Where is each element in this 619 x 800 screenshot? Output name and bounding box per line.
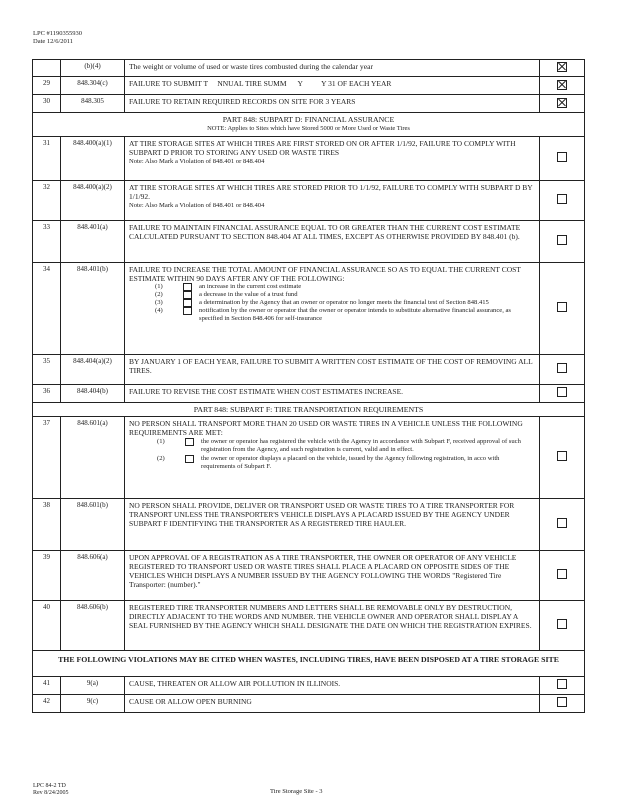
table-row bbox=[33, 694, 585, 712]
page-label: Tire Storage Site - 3 bbox=[270, 788, 323, 795]
row-number: 33 bbox=[33, 220, 61, 262]
section-ref: 848.305 bbox=[61, 95, 125, 113]
violation-text: FAILURE TO MAINTAIN FINANCIAL ASSURANCE EQUAL TO OR GREATER THAN THE CURRENT COST ESTIMATE CALCULATED PURSUANT TO SECTION 848.404 AT ALL TIMES, EXCEPT AS OTHERWISE PROVIDED BY 848.401 (b). bbox=[125, 220, 540, 262]
checkbox-cell[interactable] bbox=[540, 498, 585, 550]
form-number: LPC 84-2 TD bbox=[33, 783, 66, 789]
table-row bbox=[33, 498, 585, 550]
sub-item: (1) an increase in the current cost estimate bbox=[155, 283, 302, 291]
checkbox-cell[interactable] bbox=[540, 550, 585, 600]
checked-box-icon[interactable] bbox=[557, 98, 567, 108]
sub-checkbox-icon[interactable] bbox=[185, 438, 194, 446]
section-header-row bbox=[33, 650, 585, 676]
section-ref: 9(c) bbox=[61, 694, 125, 712]
checkbox-icon[interactable] bbox=[557, 363, 567, 373]
checkbox-icon[interactable] bbox=[557, 302, 567, 312]
footer-form-id bbox=[33, 783, 69, 797]
row-number: 42 bbox=[33, 694, 61, 712]
violation-text: REGISTERED TIRE TRANSPORTER NUMBERS AND LETTERS SHALL BE REMOVABLE ONLY BY DESTRUCTION, DIRECTLY ADJACENT TO THE WORDS AND NUMBER. THE VEHICLE OWNER AND OPERATOR SHALL DISPLAY A SEAL FURNISHED BY THE AGENCY WHICH SHALL DESIGNATE THE DATE ON WHICH THE REGISTRATION EXPIRES. bbox=[125, 600, 540, 650]
table-row bbox=[33, 416, 585, 498]
checkbox-icon[interactable] bbox=[557, 569, 567, 579]
row-number: 37 bbox=[33, 416, 61, 498]
table-row bbox=[33, 60, 585, 77]
violation-text: FAILURE TO RETAIN REQUIRED RECORDS ON SITE FOR 3 YEARS bbox=[125, 95, 540, 113]
table-row bbox=[33, 384, 585, 402]
checkbox-icon[interactable] bbox=[557, 518, 567, 528]
section-ref: 848.404(a)(2) bbox=[61, 354, 125, 384]
checkbox-icon[interactable] bbox=[557, 697, 567, 707]
checkbox-cell[interactable] bbox=[540, 180, 585, 220]
checkbox-cell[interactable] bbox=[540, 77, 585, 95]
section-header-row bbox=[33, 402, 585, 416]
row-number: 38 bbox=[33, 498, 61, 550]
section-header-row bbox=[33, 113, 585, 136]
section-ref: 848.401(a) bbox=[61, 220, 125, 262]
section-ref: 848.601(a) bbox=[61, 416, 125, 498]
sub-item: (4) notification by the owner or operator that the owner or operator intends to substitute alternative financial assurance, as specified in Section 848.406 for self-insurance bbox=[155, 307, 511, 323]
checkbox-icon[interactable] bbox=[557, 152, 567, 162]
checkbox-cell[interactable] bbox=[540, 384, 585, 402]
section-ref: 848.400(a)(1) bbox=[61, 136, 125, 180]
row-number: 29 bbox=[33, 77, 61, 95]
row-number: 32 bbox=[33, 180, 61, 220]
violation-cell bbox=[125, 136, 540, 180]
row-number: 35 bbox=[33, 354, 61, 384]
checkbox-icon[interactable] bbox=[557, 194, 567, 204]
sub-checkbox-icon[interactable] bbox=[183, 283, 192, 291]
section-ref: 848.601(b) bbox=[61, 498, 125, 550]
part-d-note: NOTE: Applies to Sites which have Stored 5000 or More Used or Waste Tires bbox=[207, 125, 410, 133]
sub-checkbox-icon[interactable] bbox=[183, 307, 192, 315]
checkbox-cell[interactable] bbox=[540, 416, 585, 498]
violation-text: FAILURE TO SUBMIT T NNUAL TIRE SUMM Y Y 31 OF EACH YEAR bbox=[125, 77, 540, 95]
table-row bbox=[33, 77, 585, 95]
violation-cell bbox=[125, 416, 540, 498]
table-row bbox=[33, 676, 585, 694]
checkbox-cell[interactable] bbox=[540, 136, 585, 180]
sub-item: (1) the owner or operator has registered the vehicle with the Agency in accordance with Subpart F, received approval of such registration from the Agency, and such registration is current, valid and in effect. bbox=[157, 438, 521, 454]
table-row bbox=[33, 180, 585, 220]
violation-text: CAUSE OR ALLOW OPEN BURNING bbox=[125, 694, 540, 712]
checkbox-cell[interactable] bbox=[540, 354, 585, 384]
row-number: 40 bbox=[33, 600, 61, 650]
checkbox-icon[interactable] bbox=[557, 679, 567, 689]
section-ref: 848.606(a) bbox=[61, 550, 125, 600]
violation-text: The weight or volume of used or waste tires combusted during the calendar year bbox=[125, 60, 540, 77]
sub-checkbox-icon[interactable] bbox=[185, 455, 194, 463]
section-ref: 848.606(b) bbox=[61, 600, 125, 650]
checkbox-icon[interactable] bbox=[557, 235, 567, 245]
table-row bbox=[33, 262, 585, 354]
sub-item: (2) the owner or operator displays a placard on the vehicle, issued by the Agency following registration, in acco with requirements of Subpart F. bbox=[157, 455, 500, 471]
table-row bbox=[33, 600, 585, 650]
section-ref: 848.400(a)(2) bbox=[61, 180, 125, 220]
violation-text: FAILURE TO INCREASE THE TOTAL AMOUNT OF FINANCIAL ASSURANCE SO AS TO EQUAL THE CURRENT COST ESTIMATE WITHIN 90 DAYS AFTER ANY OF THE FOLLOWING: bbox=[129, 264, 521, 283]
row-number: 41 bbox=[33, 676, 61, 694]
checkbox-icon[interactable] bbox=[557, 387, 567, 397]
violation-text: NO PERSON SHALL TRANSPORT MORE THAN 20 USED OR WASTE TIRES IN A VEHICLE UNLESS THE FOLLOWING REQUIREMENTS ARE MET: bbox=[129, 418, 523, 438]
table-row bbox=[33, 354, 585, 384]
violation-text: AT TIRE STORAGE SITES AT WHICH TIRES ARE FIRST STORED ON OR AFTER 1/1/92, FAILURE TO COMPLY WITH SUBPART D PRIOR TO STORING ANY USED OR WASTE TIRES bbox=[129, 138, 516, 157]
violation-note: Note: Also Mark a Violation of 848.401 or 848.404 bbox=[129, 202, 265, 210]
checkbox-cell[interactable] bbox=[540, 600, 585, 650]
checked-box-icon[interactable] bbox=[557, 80, 567, 90]
violation-text: BY JANUARY 1 OF EACH YEAR, FAILURE TO SUBMIT A WRITTEN COST ESTIMATE OF THE COST OF REMOVING ALL TIRES. bbox=[125, 354, 540, 384]
checkbox-cell[interactable] bbox=[540, 60, 585, 77]
checkbox-icon[interactable] bbox=[557, 619, 567, 629]
table-row bbox=[33, 220, 585, 262]
part-f-title: PART 848: SUBPART F: TIRE TRANSPORTATION REQUIREMENTS bbox=[33, 402, 585, 416]
section-ref: 848.401(b) bbox=[61, 262, 125, 354]
section-ref: 9(a) bbox=[61, 676, 125, 694]
sub-item: (2) a decrease in the value of a trust fund bbox=[155, 291, 298, 299]
row-number: 34 bbox=[33, 262, 61, 354]
violation-note: Note: Also Mark a Violation of 848.401 or 848.404 bbox=[129, 158, 265, 166]
checkbox-icon[interactable] bbox=[557, 451, 567, 461]
sub-checkbox-icon[interactable] bbox=[183, 291, 192, 299]
table-row bbox=[33, 136, 585, 180]
section-ref: 848.404(b) bbox=[61, 384, 125, 402]
section-ref: (b)(4) bbox=[61, 60, 125, 77]
violation-cell bbox=[125, 180, 540, 220]
violation-text: FAILURE TO REVISE THE COST ESTIMATE WHEN COST ESTIMATES INCREASE. bbox=[125, 384, 540, 402]
row-number: 30 bbox=[33, 95, 61, 113]
violation-text: AT TIRE STORAGE SITES AT WHICH TIRES ARE STORED PRIOR TO 1/1/92, FAILURE TO COMPLY WITH SUBPART D BY 1/1/92. bbox=[129, 182, 533, 201]
violation-cell bbox=[125, 262, 540, 354]
part-d-title: PART 848: SUBPART D: FINANCIAL ASSURANCE bbox=[222, 115, 395, 125]
violations-table bbox=[32, 59, 585, 713]
document-header bbox=[33, 30, 82, 46]
sub-item: (3) a determination by the Agency that an owner or operator no longer meets the financial test of Section 848.415 bbox=[155, 299, 489, 307]
row-number: 31 bbox=[33, 136, 61, 180]
revision-date: Rev 8/24/2005 bbox=[33, 790, 69, 796]
lpc-number: LPC #1190355930 bbox=[33, 30, 83, 37]
row-number bbox=[33, 60, 61, 77]
violation-text: CAUSE, THREATEN OR ALLOW AIR POLLUTION IN ILLINOIS. bbox=[125, 676, 540, 694]
checked-box-icon[interactable] bbox=[557, 62, 567, 72]
checkbox-cell[interactable] bbox=[540, 676, 585, 694]
section-ref: 848.304(c) bbox=[61, 77, 125, 95]
checkbox-cell[interactable] bbox=[540, 262, 585, 354]
inspection-date: Date 12/6/2011 bbox=[33, 38, 74, 45]
table-row bbox=[33, 550, 585, 600]
checkbox-cell[interactable] bbox=[540, 95, 585, 113]
row-number: 36 bbox=[33, 384, 61, 402]
checkbox-cell[interactable] bbox=[540, 220, 585, 262]
checkbox-cell[interactable] bbox=[540, 694, 585, 712]
row-number: 39 bbox=[33, 550, 61, 600]
table-row bbox=[33, 95, 585, 113]
sub-checkbox-icon[interactable] bbox=[183, 299, 192, 307]
violation-text: NO PERSON SHALL PROVIDE, DELIVER OR TRANSPORT USED OR WASTE TIRES TO A TIRE TRANSPORTER FOR TRANSPORT UNLESS THE TRANSPORTER'S VEHICLE DISPLAYS A PLACARD ISSUED BY THE AGENCY UNDER SUBPART F IDENTIFYING THE TRANSPORTER AS A REGISTERED TIRE HAULER. bbox=[125, 498, 540, 550]
violation-text: UPON APPROVAL OF A REGISTRATION AS A TIRE TRANSPORTER, THE OWNER OR OPERATOR OF ANY VEHICLE REGISTERED TO TRANSPORT USED OR WASTE TIRES SHALL PLACE A PLACARD ON OPPOSITE SIDES OF THE VEHICLES WHICH DISPLAYS A NUMBER ISSUED BY THE AGENCY FOLLOWING THE WORDS "Registered Tire Transporter: (number)." bbox=[125, 550, 540, 600]
disposed-title: THE FOLLOWING VIOLATIONS MAY BE CITED WHEN WASTES, INCLUDING TIRES, HAVE BEEN DISPOSED AT A TIRE STORAGE SITE bbox=[33, 650, 585, 676]
